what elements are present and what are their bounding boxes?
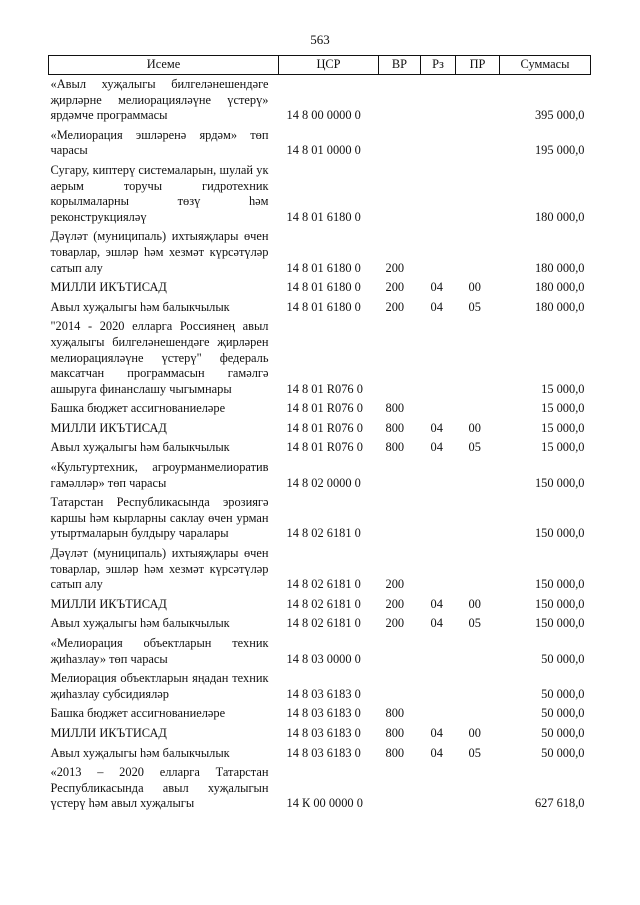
row-vr: 200 xyxy=(385,596,405,611)
table-row xyxy=(49,724,591,744)
table-row xyxy=(49,278,591,298)
row-csr: 14 8 02 6181 0 xyxy=(286,596,361,611)
row-csr: 14 К 00 0000 0 xyxy=(286,796,363,811)
table-row xyxy=(49,419,591,439)
header-name: Исеме xyxy=(49,56,279,75)
row-name: МИЛЛИ ИКЪТИСАД xyxy=(50,596,167,611)
row-rz: 04 xyxy=(430,745,443,760)
row-sum: 195 000,0 xyxy=(534,143,585,158)
row-rz xyxy=(421,634,456,669)
row-sum: 50 000,0 xyxy=(541,706,585,721)
row-sum: 15 000,0 xyxy=(541,440,585,455)
row-pr xyxy=(456,161,500,227)
table-row xyxy=(49,669,591,704)
row-vr: 800 xyxy=(385,725,405,740)
row-name: Дәүләт (муниципаль) ихтыяҗлары өчен товарлар, эшләр һәм хезмәт күрсәтүләр сатып алу xyxy=(50,229,269,275)
row-vr: 800 xyxy=(385,745,405,760)
row-csr: 14 8 00 0000 0 xyxy=(286,108,361,123)
row-sum: 180 000,0 xyxy=(534,209,585,224)
row-name: МИЛЛИ ИКЪТИСАД xyxy=(50,725,167,740)
row-csr: 14 8 03 0000 0 xyxy=(286,651,361,666)
row-rz: 04 xyxy=(430,299,443,314)
row-rz: 04 xyxy=(430,616,443,631)
header-csr: ЦСР xyxy=(279,56,379,75)
header-sum: Суммасы xyxy=(500,56,591,75)
row-rz xyxy=(421,161,456,227)
table-row xyxy=(49,75,591,126)
row-vr xyxy=(379,493,421,544)
table-row xyxy=(49,458,591,493)
row-pr xyxy=(456,227,500,278)
row-rz: 04 xyxy=(430,280,443,295)
page-number: 563 xyxy=(310,32,330,47)
row-pr: 00 xyxy=(468,420,481,435)
row-rz xyxy=(421,763,456,814)
row-rz xyxy=(421,544,456,595)
table-row xyxy=(49,298,591,318)
row-rz: 04 xyxy=(430,596,443,611)
row-pr xyxy=(456,704,500,724)
table-row xyxy=(49,227,591,278)
row-sum: 150 000,0 xyxy=(534,526,585,541)
row-csr: 14 8 02 6181 0 xyxy=(286,616,361,631)
row-pr: 05 xyxy=(468,440,481,455)
header-rz: Рз xyxy=(421,56,456,75)
table-row xyxy=(49,399,591,419)
row-rz xyxy=(421,227,456,278)
row-sum: 395 000,0 xyxy=(534,108,585,123)
row-name: Сугару, киптерү системаларын, шулай ук аерым торучы гидротехник корылмаларны төзү һәм реконструкцияләү xyxy=(50,162,269,224)
row-pr xyxy=(456,669,500,704)
table-row xyxy=(49,763,591,814)
row-rz xyxy=(421,458,456,493)
row-name: Башка бюджет ассигнованиеләре xyxy=(50,706,226,721)
row-csr: 14 8 03 6183 0 xyxy=(286,725,361,740)
row-csr: 14 8 01 6180 0 xyxy=(286,280,361,295)
row-csr: 14 8 01 6180 0 xyxy=(286,299,361,314)
row-name: «Культуртехник, агроурманмелиоратив гамәлләр» төп чарасы xyxy=(50,460,269,490)
row-sum: 15 000,0 xyxy=(541,381,585,396)
row-rz: 04 xyxy=(430,725,443,740)
row-name: Авыл хуҗалыгы һәм балыкчылык xyxy=(50,440,230,455)
row-vr: 200 xyxy=(385,577,405,592)
row-vr xyxy=(379,634,421,669)
row-csr: 14 8 03 6183 0 xyxy=(286,706,361,721)
row-name: «Мелиорация объектларын техник җиһазлау» төп чарасы xyxy=(50,636,269,666)
row-pr xyxy=(456,458,500,493)
row-name: "2014 - 2020 елларга Россиянең авыл хуҗалыгы билгеләнешендәге җирләрен мелиорацияләүне үстерү" федераль максатчан программасын гамәлгә ашыруга финанслашу чыгымнары xyxy=(50,319,269,396)
row-vr: 200 xyxy=(385,299,405,314)
row-sum: 180 000,0 xyxy=(534,260,585,275)
row-vr: 200 xyxy=(385,280,405,295)
row-vr xyxy=(379,317,421,399)
row-csr: 14 8 03 6183 0 xyxy=(286,686,361,701)
row-rz xyxy=(421,669,456,704)
row-rz xyxy=(421,399,456,419)
row-rz xyxy=(421,493,456,544)
row-pr: 05 xyxy=(468,616,481,631)
row-rz xyxy=(421,75,456,126)
row-csr: 14 8 01 R076 0 xyxy=(286,420,363,435)
table-row xyxy=(49,744,591,764)
row-name: Дәүләт (муниципаль) ихтыяҗлары өчен товарлар, эшләр һәм хезмәт күрсәтүләр сатып алу xyxy=(50,546,269,592)
table-row xyxy=(49,493,591,544)
row-sum: 180 000,0 xyxy=(534,299,585,314)
row-vr: 200 xyxy=(385,260,405,275)
row-name: Мелиорация объектларын яңадан техник җиһазлау субсидияләр xyxy=(50,671,269,701)
table-body xyxy=(49,75,591,814)
row-name: «2013 – 2020 елларга Татарстан Республикасында авыл хуҗалыгын үстерү һәм авыл хуҗалыгы xyxy=(50,765,269,811)
row-name: Татарстан Республикасында эрозиягә каршы һәм кырларны саклау өчен урман утыртмаларын булдыру чаралары xyxy=(50,495,269,541)
row-sum: 50 000,0 xyxy=(541,686,585,701)
row-csr: 14 8 02 6181 0 xyxy=(286,577,361,592)
row-pr xyxy=(456,399,500,419)
row-sum: 50 000,0 xyxy=(541,651,585,666)
row-pr xyxy=(456,634,500,669)
row-name: МИЛЛИ ИКЪТИСАД xyxy=(50,280,167,295)
row-rz xyxy=(421,317,456,399)
row-rz: 04 xyxy=(430,440,443,455)
row-sum: 150 000,0 xyxy=(534,616,585,631)
table-row xyxy=(49,317,591,399)
row-name: Авыл хуҗалыгы һәм балыкчылык xyxy=(50,616,230,631)
row-rz: 04 xyxy=(430,420,443,435)
row-vr xyxy=(379,458,421,493)
row-vr: 800 xyxy=(385,420,405,435)
row-pr xyxy=(456,317,500,399)
row-name: «Мелиорация эшләренә ярдәм» төп чарасы xyxy=(50,127,269,158)
header-pr: ПР xyxy=(456,56,500,75)
row-pr xyxy=(456,544,500,595)
row-csr: 14 8 01 6180 0 xyxy=(286,260,361,275)
row-sum: 150 000,0 xyxy=(534,475,585,490)
table-row xyxy=(49,595,591,615)
row-csr: 14 8 01 R076 0 xyxy=(286,381,363,396)
row-name: Авыл хуҗалыгы һәм балыкчылык xyxy=(50,745,230,760)
table-row xyxy=(49,634,591,669)
table-row xyxy=(49,126,591,161)
row-vr xyxy=(379,161,421,227)
row-vr xyxy=(379,75,421,126)
row-sum: 180 000,0 xyxy=(534,280,585,295)
row-csr: 14 8 01 R076 0 xyxy=(286,401,363,416)
row-csr: 14 8 02 0000 0 xyxy=(286,475,361,490)
row-vr: 200 xyxy=(385,616,405,631)
row-csr: 14 8 03 6183 0 xyxy=(286,745,361,760)
table-row xyxy=(49,614,591,634)
header-vr: ВР xyxy=(379,56,421,75)
row-vr: 800 xyxy=(385,440,405,455)
row-sum: 50 000,0 xyxy=(541,745,585,760)
row-csr: 14 8 02 6181 0 xyxy=(286,526,361,541)
row-pr: 00 xyxy=(468,280,481,295)
row-pr: 05 xyxy=(468,745,481,760)
row-rz xyxy=(421,126,456,161)
table-header xyxy=(49,56,591,75)
row-name: МИЛЛИ ИКЪТИСАД xyxy=(50,420,167,435)
row-sum: 627 618,0 xyxy=(534,796,585,811)
row-sum: 15 000,0 xyxy=(541,420,585,435)
row-sum: 15 000,0 xyxy=(541,401,585,416)
budget-table xyxy=(48,55,591,814)
row-vr: 800 xyxy=(385,706,405,721)
row-vr xyxy=(379,126,421,161)
row-vr: 800 xyxy=(385,401,405,416)
row-pr: 05 xyxy=(468,299,481,314)
table-row xyxy=(49,704,591,724)
row-rz xyxy=(421,704,456,724)
row-pr: 00 xyxy=(468,596,481,611)
row-vr xyxy=(379,669,421,704)
row-pr xyxy=(456,75,500,126)
row-pr xyxy=(456,493,500,544)
row-pr xyxy=(456,126,500,161)
row-sum: 50 000,0 xyxy=(541,725,585,740)
table-row xyxy=(49,438,591,458)
row-sum: 150 000,0 xyxy=(534,577,585,592)
row-csr: 14 8 01 R076 0 xyxy=(286,440,363,455)
row-pr xyxy=(456,763,500,814)
row-sum: 150 000,0 xyxy=(534,596,585,611)
table-row xyxy=(49,161,591,227)
row-vr xyxy=(379,763,421,814)
row-csr: 14 8 01 6180 0 xyxy=(286,209,361,224)
table-row xyxy=(49,544,591,595)
row-pr: 00 xyxy=(468,725,481,740)
row-name: «Авыл хуҗалыгы билгеләнешендәге җирләрне мелиорацияләүне үстерү» ярдәмче программасы xyxy=(50,77,269,123)
row-csr: 14 8 01 0000 0 xyxy=(286,143,361,158)
row-name: Башка бюджет ассигнованиеләре xyxy=(50,401,226,416)
row-name: Авыл хуҗалыгы һәм балыкчылык xyxy=(50,299,230,314)
